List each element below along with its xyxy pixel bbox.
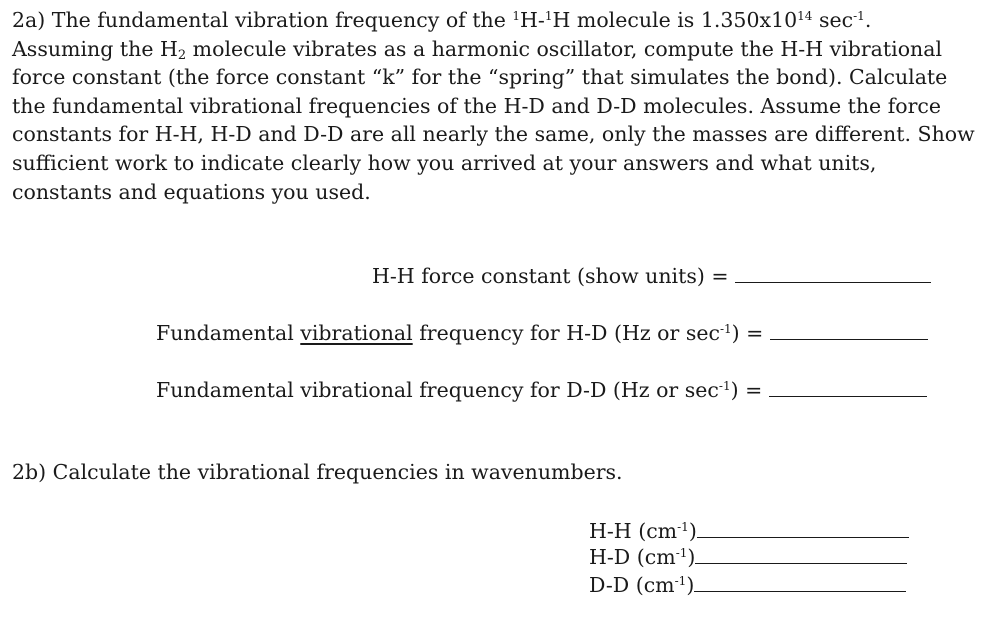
wavenumber-row-hd: H-D $(cm^{-1})$ bbox=[589, 545, 907, 569]
wavenumber-blank-hd[interactable] bbox=[695, 545, 907, 564]
dd-frequency-blank[interactable] bbox=[769, 378, 927, 397]
wavenumber-row-dd: D-D $(cm^{-1})$ bbox=[589, 573, 906, 597]
hh-force-constant-blank[interactable] bbox=[735, 264, 931, 283]
dd-frequency-answer: Fundamental vibrational frequency for D-D (Hz or $\sec^{-1}$) = bbox=[156, 376, 927, 404]
hd-frequency-blank[interactable] bbox=[770, 321, 928, 340]
problem-2a-line-7: constants and equations you used. bbox=[12, 179, 371, 204]
problem-2b-heading: 2b) Calculate the vibrational frequencies in wavenumbers. bbox=[12, 460, 623, 484]
wavenumber-row-hh: H-H $(cm^{-1})$ bbox=[589, 519, 909, 543]
hd-frequency-answer: Fundamental vibrational frequency for H-D (Hz or $\sec^{-1}$) = bbox=[156, 319, 928, 347]
hh-force-constant-answer bbox=[372, 262, 931, 290]
underlined-word-vibrational: vibrational bbox=[300, 321, 413, 345]
problem-2a-text bbox=[12, 6, 975, 206]
problem-2a-line-2: Assuming the $H_2$ molecule vibrates as a harmonic oscillator, compute the H-H vibrational bbox=[12, 36, 943, 63]
wavenumber-blank-hh[interactable] bbox=[697, 519, 909, 538]
wavenumber-blank-dd[interactable] bbox=[694, 573, 906, 592]
problem-2a-line-5: constants for H-H, H-D and D-D are all nearly the same, only the masses are different. Show bbox=[12, 122, 975, 147]
problem-2a-line-4: the fundamental vibrational frequencies of the H-D and D-D molecules. Assume the force bbox=[12, 93, 942, 118]
problem-2a-line-1: 2a) The fundamental vibration frequency of the $^1$H-$^1$H molecule is $1.350x10^{14}$ $\sec^{-1}$. bbox=[12, 8, 872, 32]
problem-2a-line-3: force constant (the force constant “k” for the “spring” that simulates the bond). Calculate bbox=[12, 65, 948, 90]
hh-force-constant-label: H-H force constant (show units) = bbox=[372, 264, 736, 288]
problem-2a-line-6: sufficient work to indicate clearly how you arrived at your answers and what units, bbox=[12, 150, 877, 175]
